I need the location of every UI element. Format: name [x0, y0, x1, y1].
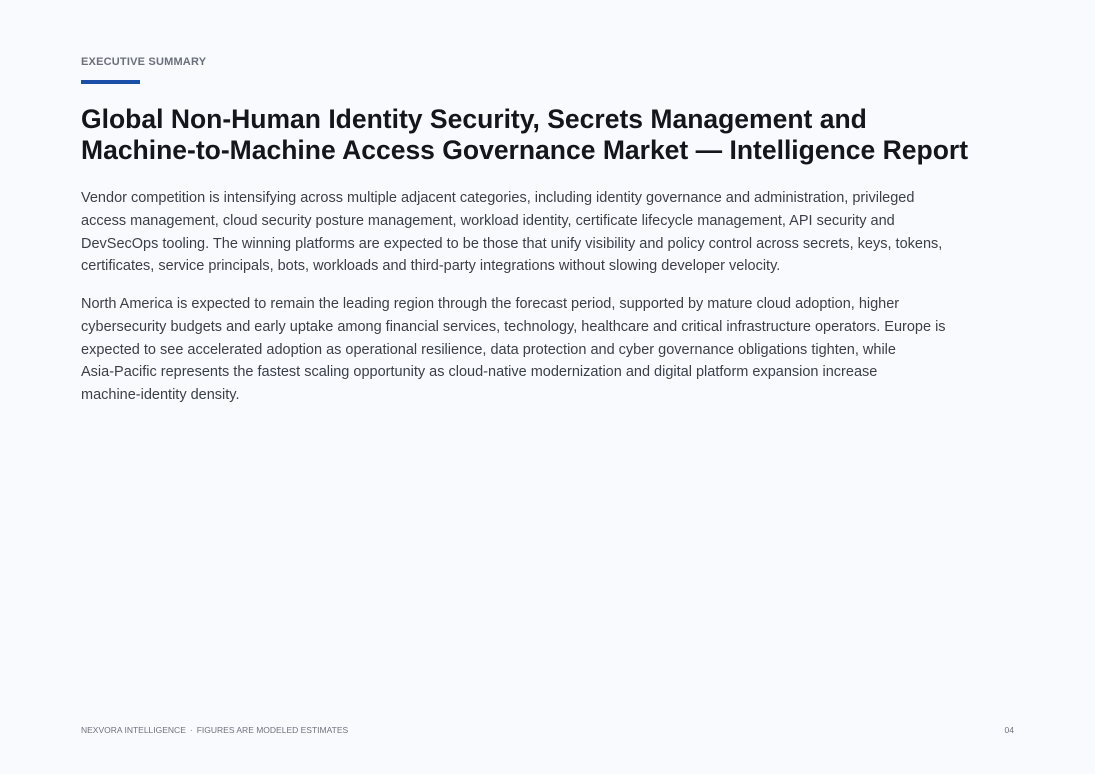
paragraph-line: cybersecurity budgets and early uptake among financial services, technology, healthcare and critical infrastructure operators. Europe is	[81, 318, 946, 335]
section-label: EXECUTIVE SUMMARY	[81, 56, 207, 68]
title-line: Global Non-Human Identity Security, Secrets Management and	[81, 104, 867, 134]
page-title	[81, 104, 1016, 166]
paragraph-line: certificates, service principals, bots, workloads and third-party integrations without slowing developer velocity.	[81, 258, 781, 275]
paragraph-line: expected to see accelerated adoption as operational resilience, data protection and cyber governance obligations tighten, while	[81, 341, 896, 358]
paragraph-line: DevSecOps tooling. The winning platforms are expected to be those that unify visibility and policy control across secrets, keys, tokens,	[81, 235, 943, 252]
summary-paragraph-1	[81, 187, 1016, 278]
footer-brand: NEXVORA INTELLIGENCE	[81, 725, 186, 735]
paragraph-line: Vendor competition is intensifying across multiple adjacent categories, including identity governance and administration, privileged	[81, 190, 915, 206]
accent-rule	[81, 80, 140, 84]
title-line: Machine-to-Machine Access Governance Market — Intelligence Report	[81, 135, 969, 165]
paragraph-line: North America is expected to remain the leading region through the forecast period, supported by mature cloud adoption, higher	[81, 296, 900, 312]
report-page	[81, 0, 1016, 774]
paragraph-line: machine-identity density.	[81, 387, 240, 404]
paragraph-line: access management, cloud security posture management, workload identity, certificate lifecycle management, API security and	[81, 212, 895, 229]
footer-separator: ·	[189, 725, 193, 735]
paragraph-line: Asia-Pacific represents the fastest scaling opportunity as cloud-native modernization and digital platform expansion increase	[81, 364, 878, 381]
footer-note: FIGURES ARE MODELED ESTIMATES	[196, 725, 349, 735]
page-number: 04	[1004, 725, 1014, 735]
summary-paragraph-2	[81, 293, 1016, 407]
footer-credit	[81, 725, 348, 735]
